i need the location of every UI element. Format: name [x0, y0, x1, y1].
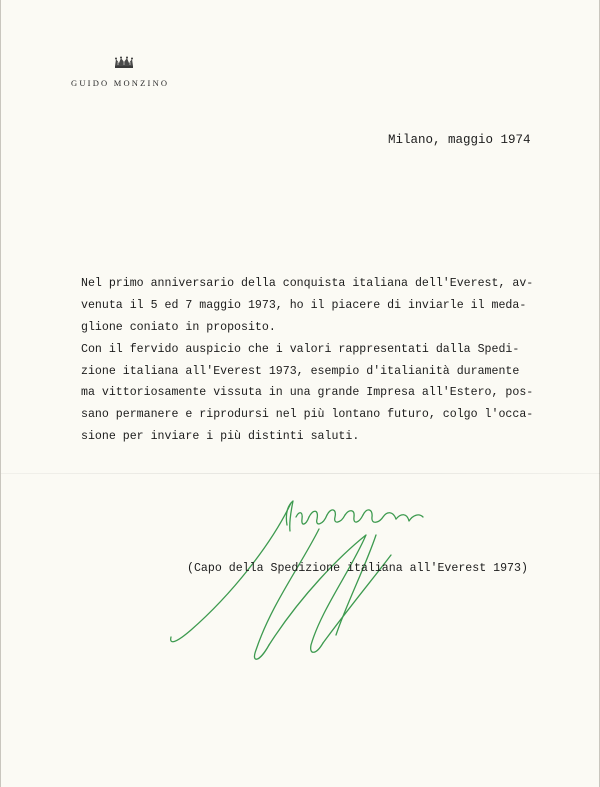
body-line: glione coniato in proposito.	[81, 320, 276, 334]
crown-icon	[113, 55, 135, 69]
signature-caption: (Capo della Spedizione italiana all'Everest 1973)	[187, 562, 528, 575]
body-line: sione per inviare i più distinti saluti.	[81, 430, 360, 444]
body-line: Con il fervido auspicio che i valori rappresentati dalla Spedi-	[81, 342, 520, 356]
body-line: sano permanere e riprodursi nel più lontano futuro, colgo l'occa-	[81, 408, 534, 422]
body-line: zione italiana all'Everest 1973, esempio d'italianità duramente	[81, 364, 520, 378]
letter-body	[81, 273, 534, 448]
body-line: Nel primo anniversario della conquista italiana dell'Everest, av-	[81, 277, 534, 290]
paper-fold-line	[1, 473, 600, 474]
letter-date: Milano, maggio 1974	[388, 133, 531, 147]
letterhead-name: GUIDO MONZINO	[71, 78, 170, 88]
body-line: ma vittoriosamente vissuta in una grande Impresa all'Estero, pos-	[81, 386, 534, 400]
body-line: venuta il 5 ed 7 maggio 1973, ho il piacere di inviarle il meda-	[81, 298, 527, 312]
handwritten-signature	[151, 495, 451, 670]
